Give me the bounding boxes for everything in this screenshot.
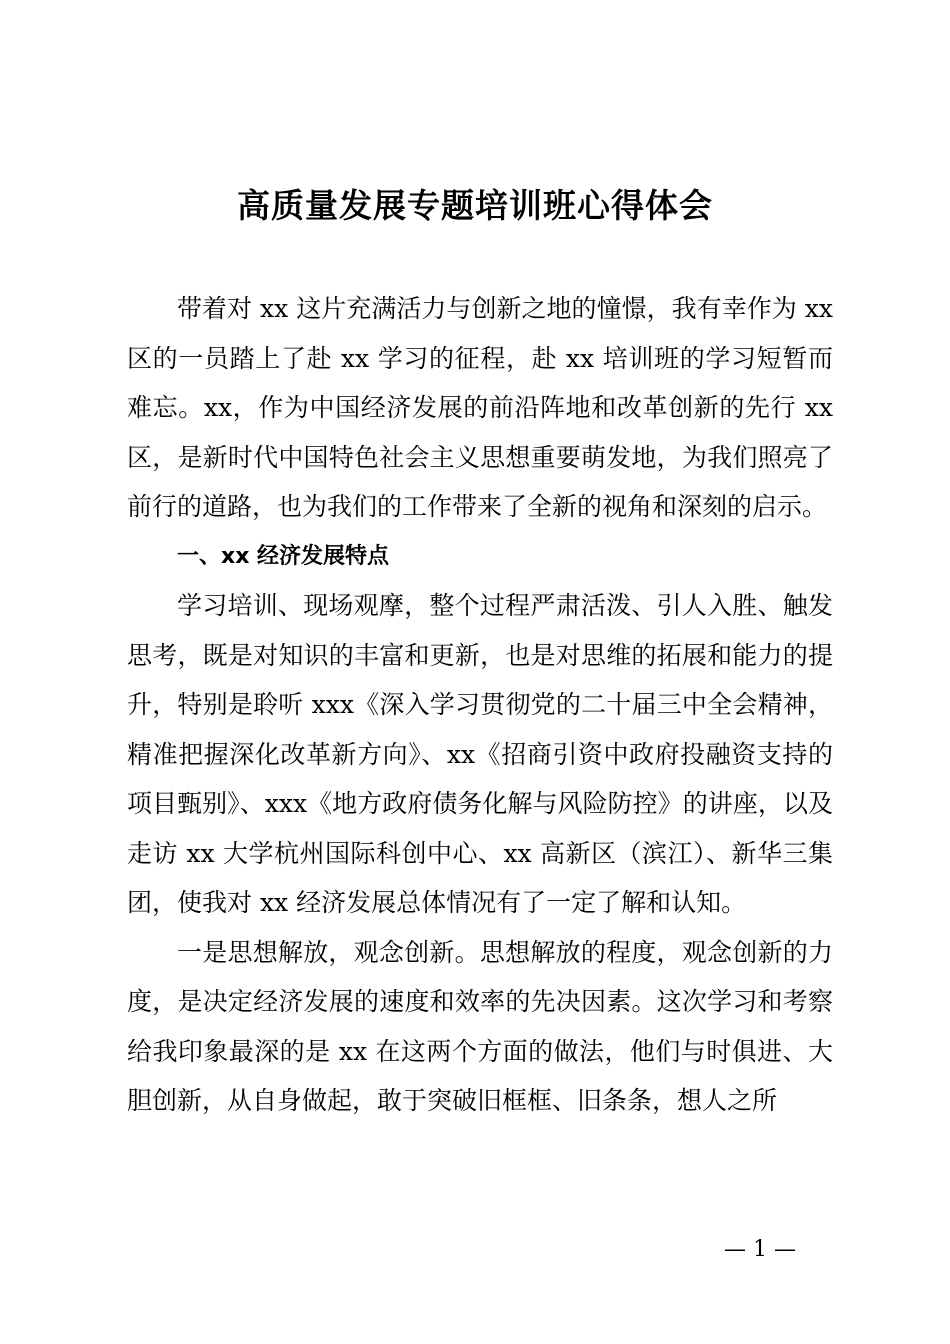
document-title: 高质量发展专题培训班心得体会: [237, 186, 713, 225]
paragraph-training: 学习培训、现场观摩，整个过程严肃活泼、引人入胜、触发思考，既是对知识的丰富和更新，也是对思维的拓展和能力的提升，特别是聆听 xxx《深入学习贯彻党的二十届三中全会精神，精准把握深化改革新方向》、xx《招商引资中政府投融资支持的项目甄别》、xxx《地方政府债务化解与风险防控》的讲座，以及走访 xx 大学杭州国际科创中心、xx 高新区（滨江）、新华三集团，使我对 xx 经济发展总体情况有了一定了解和认知。: [127, 591, 833, 917]
page-number: — 1 —: [724, 1237, 796, 1262]
section-heading: 一、xx 经济发展特点: [177, 543, 390, 569]
document-body: [127, 284, 833, 1126]
paragraph-intro: 带着对 xx 这片充满活力与创新之地的憧憬，我有幸作为 xx 区的一员踏上了赴 xx 学习的征程，赴 xx 培训班的学习短暂而难忘。xx，作为中国经济发展的前沿阵地和改革创新的先行 xx 区，是新时代中国特色社会主义思想重要萌发地，为我们照亮了前行的道路，也为我们的工作带来了全新的视角和深刻的启示。: [127, 294, 833, 521]
paragraph-point-one: 一是思想解放，观念创新。思想解放的程度，观念创新的力度，是决定经济发展的速度和效率的先决因素。这次学习和考察给我印象最深的是 xx 在这两个方面的做法，他们与时俱进、大胆创新，从自身做起，敢于突破旧框框、旧条条，想人之所: [127, 937, 833, 1115]
